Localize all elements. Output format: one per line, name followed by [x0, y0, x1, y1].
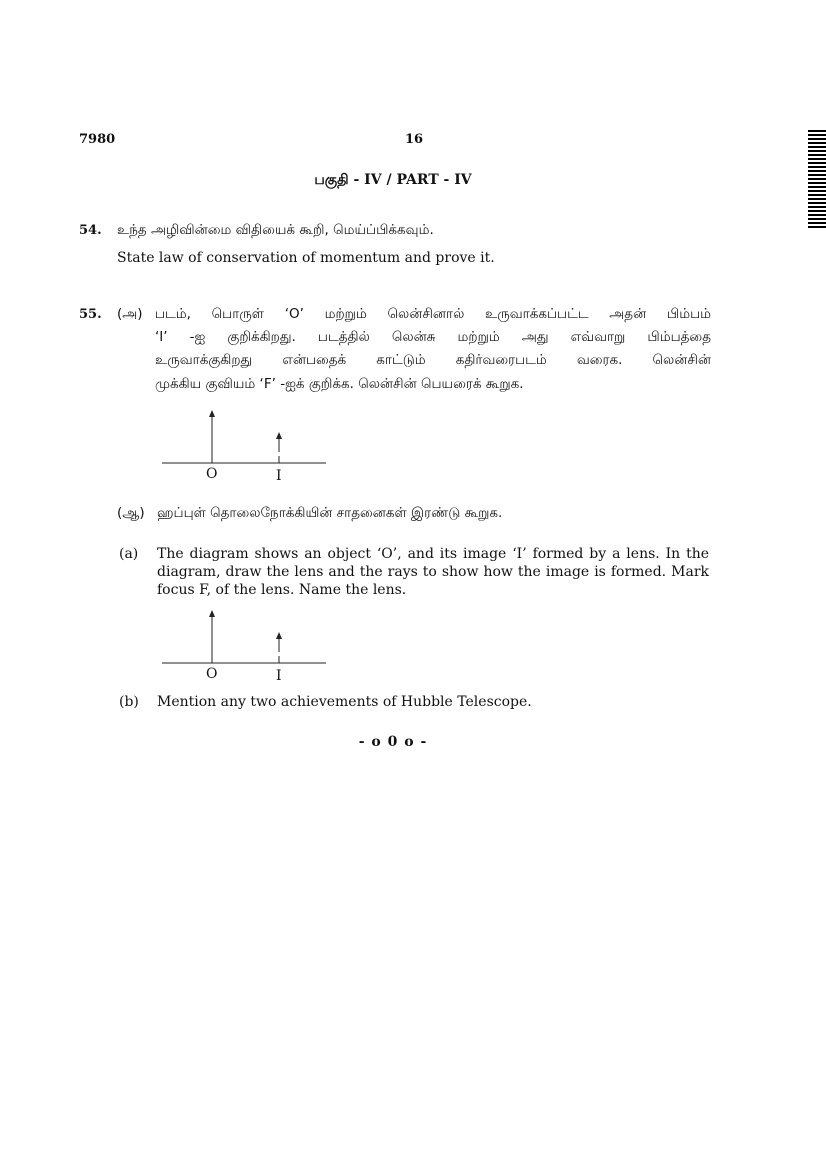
q55-part-b-tamil-marker: (ஆ) [117, 505, 145, 521]
q55-part-a-english-line-1: The diagram shows an object ‘O’, and its image ‘I’ formed by a lens. In the [157, 546, 709, 562]
section-title: பகுதி - IV / PART - IV [314, 172, 472, 188]
object-image-diagram-2 [160, 606, 330, 686]
question-number-55: 55. [79, 307, 102, 322]
q54-tamil-text: உந்த அழிவின்மை விதியைக் கூறி, மெய்ப்பிக்கவும். [117, 222, 434, 238]
question-number-54: 54. [79, 223, 102, 238]
paper-code: 7980 [79, 132, 116, 147]
q55-part-a-english-line-3: focus F, of the lens. Name the lens. [157, 582, 407, 598]
q55-part-b-tamil-text: ஹப்புள் தொலைநோக்கியின் சாதனைகள் இரண்டு கூறுக. [157, 505, 503, 521]
q54-english-text: State law of conservation of momentum and prove it. [117, 250, 495, 266]
q55-part-a-tamil-line-2: ‘I’ -ஐ குறிக்கிறது. படத்தில் லென்சு மற்றும் அது எவ்வாறு பிம்பத்தை [155, 329, 711, 345]
page-number: 16 [405, 132, 424, 147]
image-label: I [276, 668, 282, 684]
object-image-diagram-1 [160, 406, 330, 486]
image-label: I [276, 468, 282, 484]
q55-part-a-tamil-line-4: முக்கிய குவியம் ‘F’ -ஐக் குறிக்க. லென்சின் பெயரைக் கூறுக. [155, 376, 524, 392]
q55-part-b-english-text: Mention any two achievements of Hubble Telescope. [157, 694, 532, 710]
end-of-paper-mark: - o 0 o - [358, 734, 428, 750]
q55-part-b-english-marker: (b) [119, 694, 139, 710]
q55-part-a-tamil-line-1: படம், பொருள் ‘O’ மற்றும் லென்சினால் உருவாக்கப்பட்ட அதன் பிம்பம் [155, 306, 711, 322]
q55-part-a-english-line-2: diagram, draw the lens and the rays to show how the image is formed. Mark [157, 564, 709, 580]
q55-part-a-tamil-marker: (அ) [117, 306, 143, 322]
q55-part-a-english-marker: (a) [119, 546, 139, 562]
object-label: O [206, 466, 218, 482]
object-label: O [206, 666, 218, 682]
barcode [808, 130, 826, 228]
q55-part-a-tamil-line-3: உருவாக்குகிறது என்பதைக் காட்டும் கதிர்வரைபடம் வரைக. லென்சின் [155, 352, 711, 368]
